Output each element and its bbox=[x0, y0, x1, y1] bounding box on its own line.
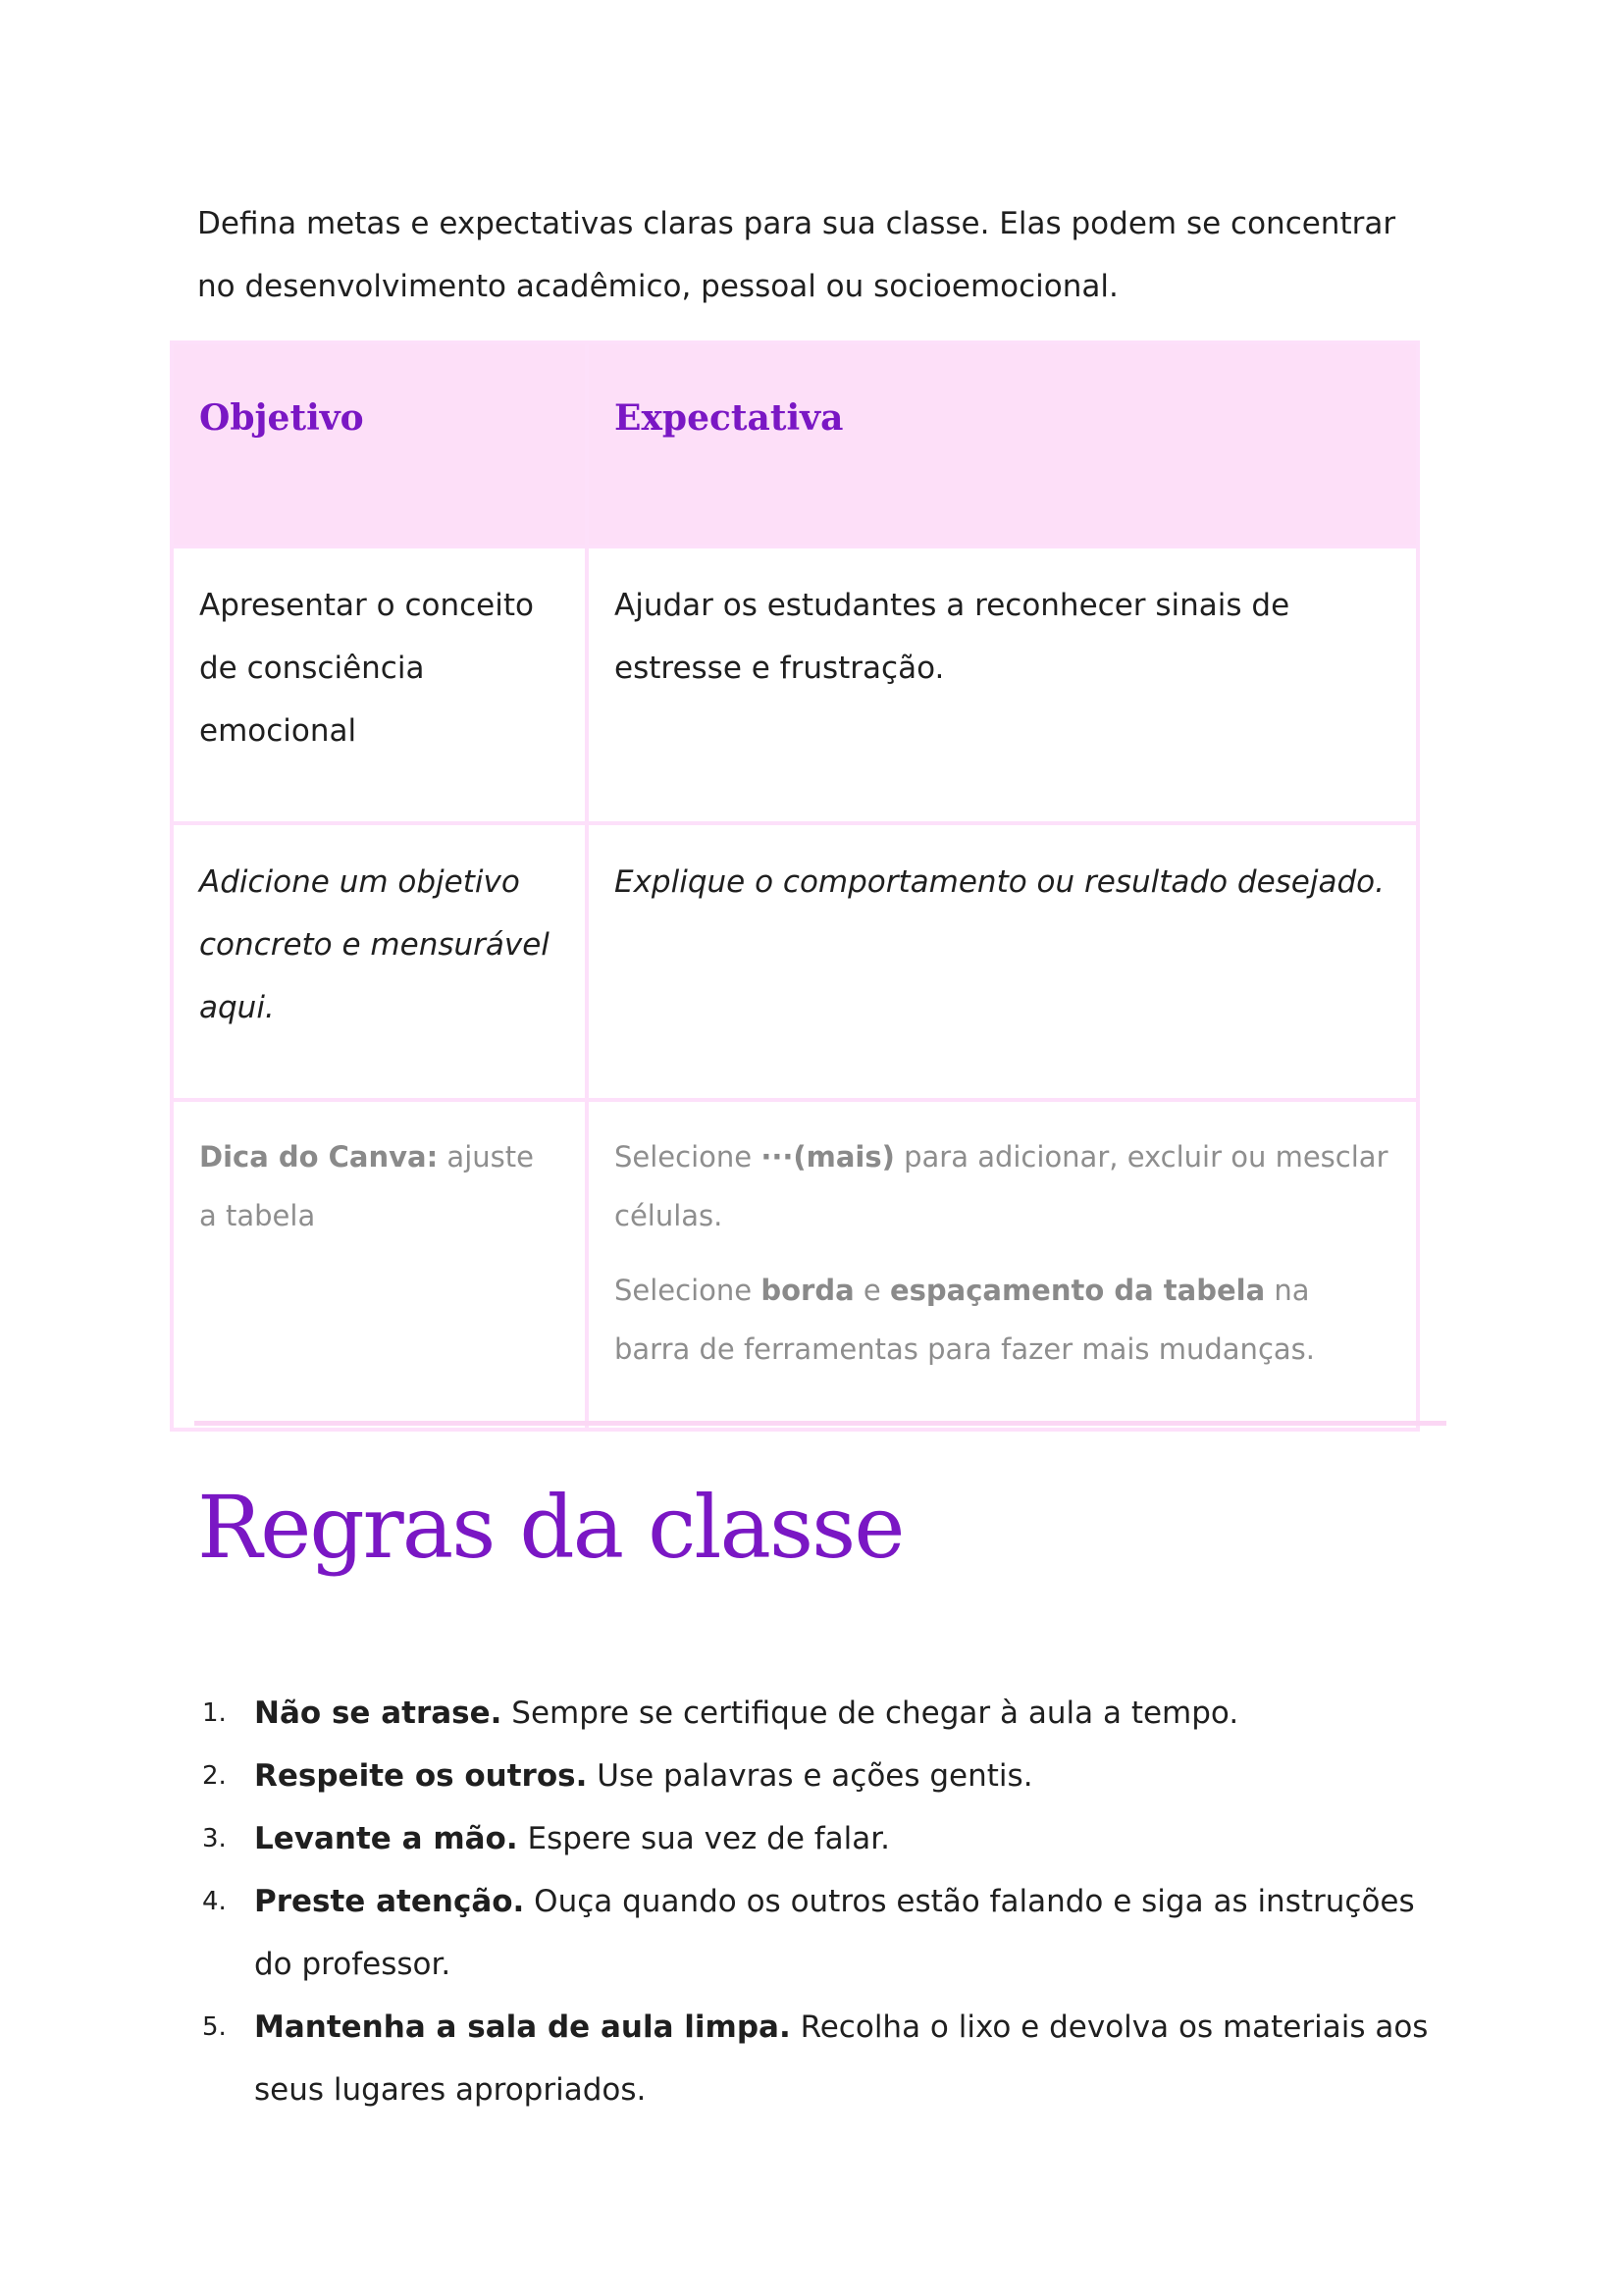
rule-title: Respeite os outros. bbox=[254, 1758, 588, 1794]
table-header-row bbox=[172, 342, 1418, 547]
list-item bbox=[197, 1996, 1443, 2121]
table-spacing-label: espaçamento da tabela bbox=[889, 1274, 1266, 1307]
section-title: Regras da classe bbox=[197, 1477, 904, 1578]
rule-title: Levante a mão. bbox=[254, 1821, 518, 1856]
table-cell-expectation: Ajudar os estudantes a reconhecer sinais de estresse e frustração. bbox=[587, 547, 1418, 823]
tip-instruction-2 bbox=[614, 1261, 1390, 1379]
table-row bbox=[172, 547, 1418, 823]
rule-title: Não se atrase. bbox=[254, 1696, 502, 1731]
list-item bbox=[197, 1807, 1443, 1870]
table-row bbox=[172, 823, 1418, 1100]
list-number: 5. bbox=[202, 2012, 227, 2042]
tip-text: ajuste a tabela bbox=[199, 1140, 534, 1232]
tip-cell bbox=[172, 1100, 587, 1430]
section-divider bbox=[194, 1421, 1446, 1426]
table-cell-expectation-placeholder: Explique o comportamento ou resultado desejado. bbox=[587, 823, 1418, 1100]
list-number: 1. bbox=[202, 1698, 227, 1728]
border-label: borda bbox=[760, 1274, 855, 1307]
header-expectation: Expectativa bbox=[587, 342, 1418, 547]
tip-text-part: Selecione bbox=[614, 1140, 761, 1174]
rule-text: Espere sua vez de falar. bbox=[517, 1821, 891, 1856]
tip-text-part: para adicionar, excluir ou mesclar células. bbox=[614, 1140, 1388, 1232]
rule-title: Mantenha a sala de aula limpa. bbox=[254, 2009, 791, 2045]
tip-instructions-cell bbox=[587, 1100, 1418, 1430]
list-item bbox=[197, 1870, 1443, 1996]
intro-paragraph: Defina metas e expectativas claras para sua classe. Elas podem se concentrar no desenvolvimento acadêmico, pessoal ou socioemocional. bbox=[197, 206, 1396, 304]
rule-text: Sempre se certifique de chegar à aula a tempo. bbox=[501, 1696, 1239, 1731]
list-number: 3. bbox=[202, 1824, 227, 1853]
table-row-tip bbox=[172, 1100, 1418, 1430]
rule-title: Preste atenção. bbox=[254, 1884, 525, 1919]
list-item bbox=[197, 1682, 1443, 1745]
tip-instruction-1 bbox=[614, 1127, 1390, 1245]
rule-text: Recolha o lixo e devolva os materiais aos seus lugares apropriados. bbox=[254, 2009, 1429, 2108]
tip-text-part: na barra de ferramentas para fazer mais mudanças. bbox=[614, 1274, 1315, 1366]
rule-text: Use palavras e ações gentis. bbox=[587, 1758, 1033, 1794]
table-cell-objective-placeholder: Adicione um objetivo concreto e mensurável aqui. bbox=[172, 823, 587, 1100]
list-number: 4. bbox=[202, 1887, 227, 1916]
list-item bbox=[197, 1745, 1443, 1807]
header-objective: Objetivo bbox=[172, 342, 587, 547]
more-menu-label: ···(mais) bbox=[760, 1140, 895, 1174]
rule-text: Ouça quando os outros estão falando e siga as instruções do professor. bbox=[254, 1884, 1415, 1982]
goals-table bbox=[170, 340, 1420, 1432]
table-cell-objective: Apresentar o conceito de consciência emocional bbox=[172, 547, 587, 823]
tip-label: Dica do Canva: bbox=[199, 1140, 439, 1174]
tip-text-part: Selecione bbox=[614, 1274, 761, 1307]
list-number: 2. bbox=[202, 1761, 227, 1791]
rules-list bbox=[197, 1682, 1443, 2121]
tip-text-part: e bbox=[854, 1274, 890, 1307]
